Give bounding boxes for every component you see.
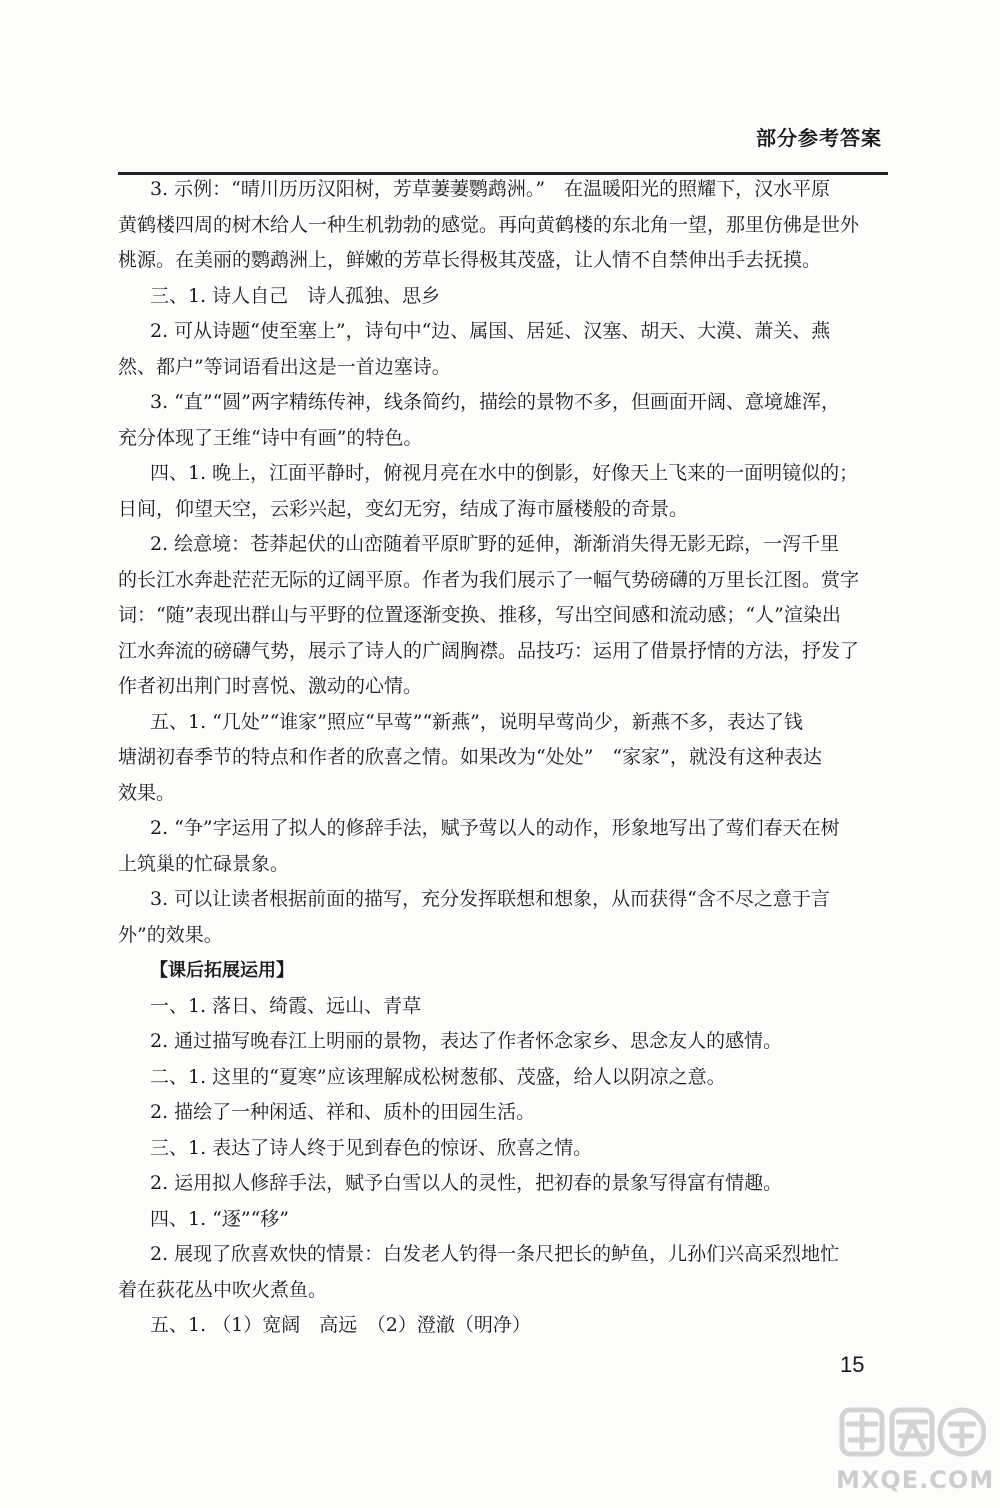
text-line: 二、1. 这里的“夏寒”应该理解成松树葱郁、茂盛，给人以阴凉之意。 (150, 1065, 726, 1088)
watermark-logo-icon (836, 1402, 986, 1462)
text-line: 2. 通过描写晚春江上明丽的景物，表达了作者怀念家乡、思念友人的感情。 (150, 1030, 783, 1052)
text-line: 2. 描绘了一种闲适、祥和、质朴的田园生活。 (150, 1101, 536, 1123)
text-line: 3. 可以让读者根据前面的描写，充分发挥联想和想象，从而获得“含不尽之意于言 (150, 888, 830, 910)
text-line: 外”的效果。 (118, 923, 223, 946)
page-number: 15 (840, 1352, 865, 1377)
text-line: 的长江水奔赴茫茫无际的辽阔平原。作者为我们展示了一幅气势磅礴的万里长江图。赏字 (118, 568, 860, 591)
text-line: 黄鹤楼四周的树木给人一种生机勃勃的感觉。再向黄鹤楼的东北角一望，那里仿佛是世外 (118, 213, 860, 236)
text-line: 词：“随”表现出群山与平野的位置逐渐变换、推移，写出空间感和流动感；“人”渲染出 (118, 604, 841, 626)
text-line: 着在荻花丛中吹火煮鱼。 (118, 1278, 328, 1301)
text-line: 五、1. （1）宽阔 高远 （2）澄澈（明净） (150, 1314, 531, 1336)
text-line: 作者初出荆门时喜悦、激动的心情。 (118, 675, 423, 697)
watermark-url: MXQE.COM (836, 1466, 995, 1494)
text-line: 然、都户”等词语看出这是一首边塞诗。 (118, 355, 451, 378)
text-line: 四、1. “逐”“移” (150, 1207, 290, 1230)
text-line: 2. “争”字运用了拟人的修辞手法，赋予莺以人的动作，形象地写出了莺们春天在树 (150, 817, 840, 839)
text-line: 桃源。在美丽的鹦鹉洲上，鲜嫩的芳草长得极其茂盛，让人情不自禁伸出手去抚摸。 (118, 249, 822, 271)
header-title: 部分参考答案 (756, 126, 882, 150)
text-line: 三、1. 表达了诗人终于见到春色的惊讶、欣喜之情。 (150, 1136, 593, 1159)
text-line: 四、1. 晚上，江面平静时，俯视月亮在水中的倒影，好像天上飞来的一面明镜似的； (150, 462, 859, 484)
text-line: 3. “直”“圆”两字精练传神，线条简约，描绘的景物不多，但画面开阔、意境雄浑， (150, 391, 841, 413)
text-line: 2. 运用拟人修辞手法，赋予白雪以人的灵性，把初春的景象写得富有情趣。 (150, 1172, 783, 1194)
page-header (118, 112, 888, 175)
text-line: 3. 示例：“晴川历历汉阳树，芳草萋萋鹦鹉洲。” 在温暖阳光的照耀下，汉水平原 (150, 178, 831, 200)
text-line: 2. 可从诗题“使至塞上”，诗句中“边、属国、居延、汉塞、胡天、大漠、萧关、燕 (150, 320, 831, 342)
text-line: 上筑巢的忙碌景象。 (118, 852, 290, 875)
text-line: 充分体现了王维“诗中有画”的特色。 (118, 426, 423, 449)
watermark (836, 1402, 995, 1502)
text-line: 塘湖初春季节的特点和作者的欣喜之情。如果改为“处处” “家家”，就没有这种表达 (118, 746, 822, 768)
text-line: 效果。 (118, 781, 176, 804)
text-line: 2. 绘意境：苍莽起伏的山峦随着平原旷野的延伸，渐渐消失得无影无踪，一泻千里 (150, 533, 840, 555)
text-line: 日间，仰望天空，云彩兴起，变幻无穷，结成了海市蜃楼般的奇景。 (118, 497, 689, 520)
text-line: 2. 展现了欣喜欢快的情景：白发老人钓得一条尺把长的鲈鱼，儿孙们兴高采烈地忙 (150, 1243, 840, 1265)
text-line: 三、1. 诗人自己 诗人孤独、思乡 (150, 284, 441, 307)
answer-text (118, 172, 888, 1344)
text-line: 江水奔流的磅礴气势，展示了诗人的广阔胸襟。品技巧：运用了借景抒情的方法，抒发了 (118, 639, 860, 662)
text-line: 一、1. 落日、绮霞、远山、青草 (150, 994, 422, 1017)
section-heading: 【课后拓展运用】 (150, 960, 294, 981)
text-line: 五、1. “几处”“谁家”照应“早莺”“新燕”，说明早莺尚少，新燕不多，表达了钱 (150, 710, 803, 733)
